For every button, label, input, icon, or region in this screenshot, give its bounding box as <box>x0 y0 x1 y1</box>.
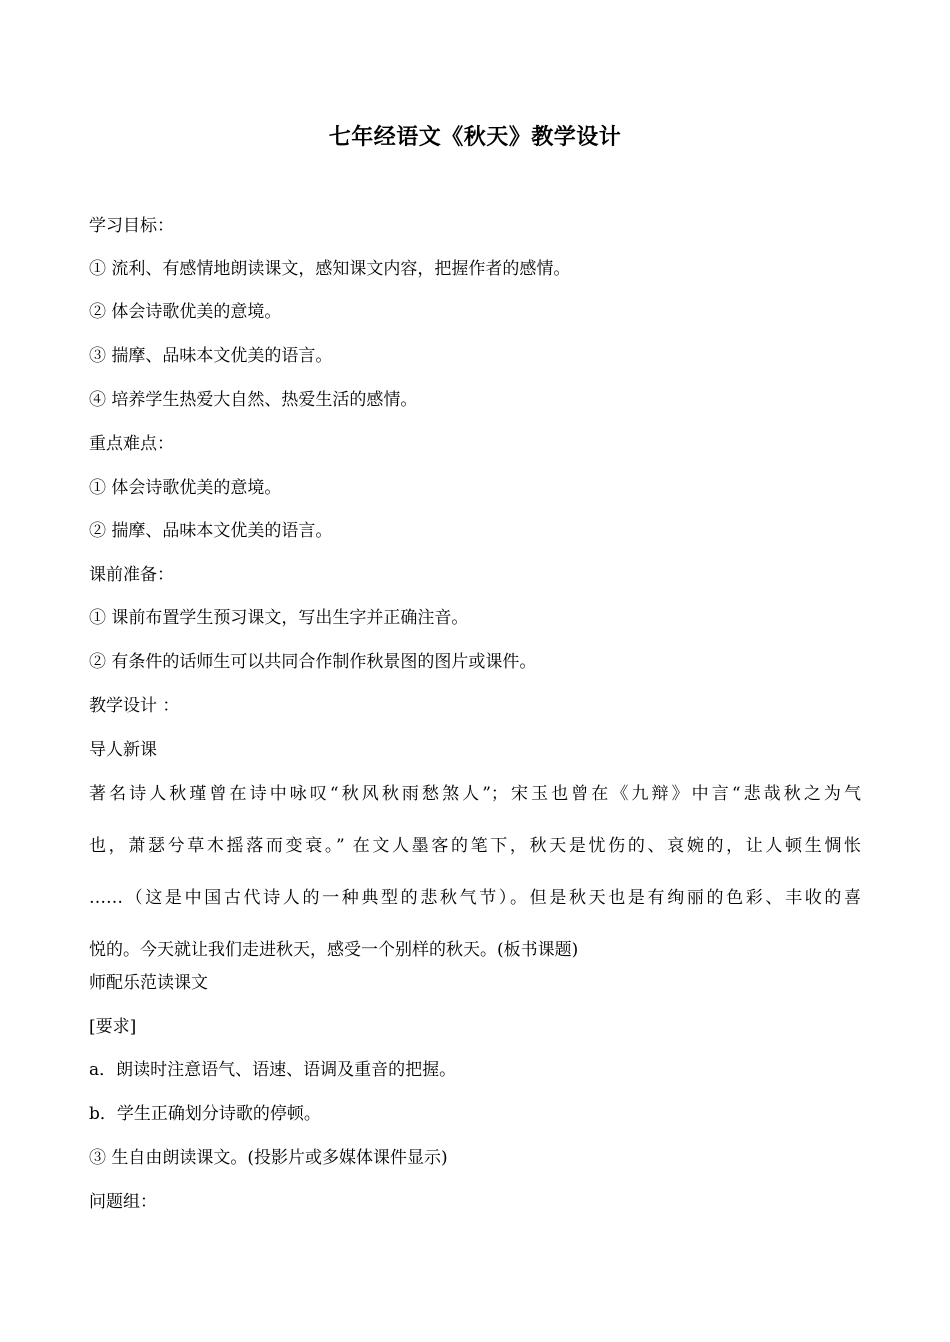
intro-paragraph-line: 著名诗人秋瑾曾在诗中咏叹“秋风秋雨愁煞人”；宋玉也曾在《九辩》中言“悲哉秋之为气 <box>89 784 861 804</box>
key-point-item-1: ① 体会诗歌优美的意境。 <box>89 478 282 498</box>
goal-item-4: ④ 培养学生热爱大自然、热爱生活的感情。 <box>89 390 418 410</box>
document-title: 七年经语文《秋天》教学设计 <box>328 124 622 150</box>
requirement-item-b: b．学生正确划分诗歌的停顿。 <box>89 1104 321 1124</box>
intro-paragraph <box>89 782 861 990</box>
goal-item-3: ③ 揣摩、品味本文优美的语言。 <box>89 346 333 366</box>
key-point-item-2: ② 揣摩、品味本文优美的语言。 <box>89 521 333 541</box>
requirement-item-a: a．朗读时注意语气、语速、语调及重音的把握。 <box>89 1060 457 1080</box>
heading-teaching-design: 教学设计 ： <box>89 696 180 716</box>
goal-item-2: ② 体会诗歌优美的意境。 <box>89 302 282 322</box>
heading-introduction: 导人新课 <box>89 740 157 760</box>
preparation-item-1: ① 课前布置学生预习课文，写出生字并正确注音。 <box>89 608 469 628</box>
goal-item-1: ① 流利、有感情地朗读课文，感知课文内容，把握作者的感情。 <box>89 259 571 279</box>
heading-key-points: 重点难点： <box>89 434 174 454</box>
preparation-item-2: ② 有条件的话师生可以共同合作制作秋景图的图片或课件。 <box>89 652 537 672</box>
heading-requirements: [要求] <box>89 1017 137 1037</box>
heading-question-group: 问题组： <box>89 1192 157 1212</box>
heading-preparation: 课前准备： <box>89 565 174 585</box>
free-reading-item: ③ 生自由朗读课文。(投影片或多媒体课件显示) <box>89 1148 448 1168</box>
heading-model-reading: 师配乐范读课文 <box>89 973 208 993</box>
heading-learning-goals: 学习目标： <box>89 216 174 236</box>
intro-paragraph-line: ……（这是中国古代诗人的一种典型的悲秋气节）。但是秋天也是有绚丽的色彩、丰收的喜 <box>89 888 861 908</box>
intro-paragraph-line: 悦的。今天就让我们走进秋天，感受一个别样的秋天。(板书课题) <box>89 940 579 960</box>
intro-paragraph-line: 也，萧瑟兮草木摇落而变衰。” 在文人墨客的笔下，秋天是忧伤的、哀婉的，让人顿生惆怅 <box>89 836 861 856</box>
